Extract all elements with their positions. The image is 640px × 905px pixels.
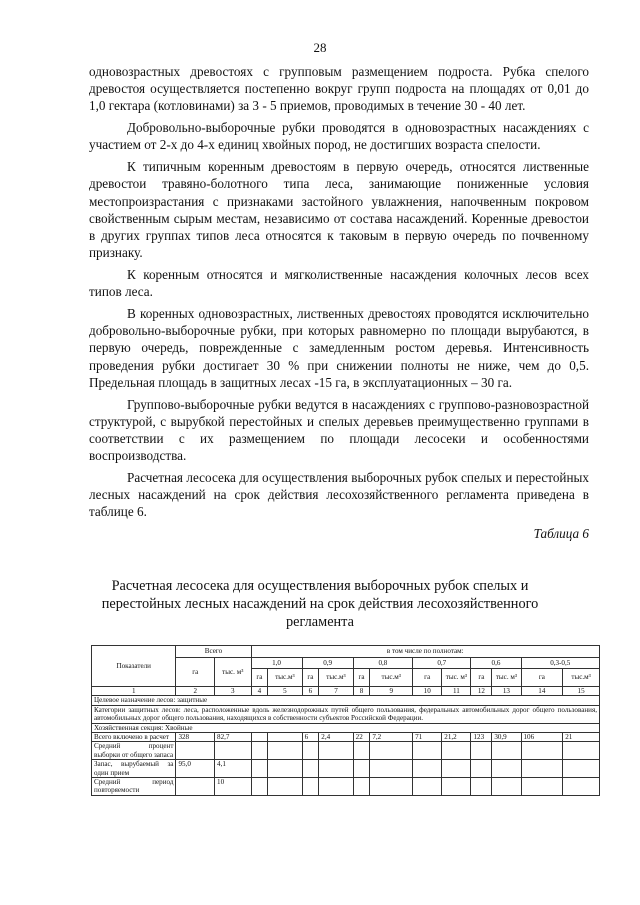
column-number: 12 bbox=[471, 687, 492, 696]
table-cell bbox=[353, 742, 370, 760]
density-header: 0,7 bbox=[413, 658, 471, 669]
density-header: 0,8 bbox=[353, 658, 412, 669]
column-number: 10 bbox=[413, 687, 442, 696]
paragraph: Группово-выборочные рубки ведутся в насаждениях с группово-разновозрастной структурой, с вырубкой перестойных и спелых деревьев преимущественно группами в соответствии с их размещением по площади лесосеки и особенностями воспроизводства. bbox=[89, 396, 589, 464]
table-cell bbox=[302, 742, 319, 760]
table-cell bbox=[563, 778, 600, 796]
col-header-indicators: Показатели bbox=[92, 646, 176, 687]
table-cell: 2,4 bbox=[319, 733, 353, 742]
table-cell bbox=[492, 760, 521, 778]
unit-m3: тыс.м³ bbox=[563, 669, 600, 687]
paragraph: В коренных одновозрастных, лиственных древостоях проводятся исключительно добровольно-выборочные рубки, при которых равномерно по площади вырубаются, в первую очередь, поврежденные с замедленным ростом деревья. Интенсивность проведения рубки достигает 30 % при снижении полноты не ниже, чем до 0,5. Предельная площадь в защитных лесах -15 га, в эксплуатационных – 30 га. bbox=[89, 306, 589, 390]
density-header: 0,3-0,5 bbox=[521, 658, 600, 669]
table-cell bbox=[413, 742, 442, 760]
table-cell: 22 bbox=[353, 733, 370, 742]
page-number: 28 bbox=[313, 40, 327, 55]
table-cell bbox=[413, 760, 442, 778]
table-cell bbox=[471, 760, 492, 778]
table-row bbox=[92, 778, 600, 796]
paragraph: одновозрастных древостоях с групповым размещением подроста. Рубка спелого древостоя осуществляется постепенно вокруг групп подроста на площадях от 0,01 до 1,0 гектара (котловинами) за 3 - 5 приемов, проводимых в течение 30 - 40 лет. bbox=[89, 64, 589, 114]
column-number: 2 bbox=[176, 687, 215, 696]
table-cell bbox=[268, 733, 302, 742]
col-header-ha: га bbox=[176, 658, 215, 687]
column-number-row bbox=[92, 687, 600, 696]
table-cell bbox=[413, 778, 442, 796]
body-text bbox=[89, 63, 589, 542]
table-cell bbox=[521, 778, 563, 796]
table-cell: 328 bbox=[176, 733, 215, 742]
unit-ha: га bbox=[413, 669, 442, 687]
unit-m3: тыс. м³ bbox=[492, 669, 521, 687]
section-cell: Хозяйственная секция: Хвойные bbox=[92, 723, 600, 732]
unit-m3: тыс.м³ bbox=[319, 669, 353, 687]
table-row bbox=[92, 733, 600, 742]
table-cell: 71 bbox=[413, 733, 442, 742]
table-cell bbox=[268, 778, 302, 796]
table-cell bbox=[176, 742, 215, 760]
table-cell bbox=[268, 760, 302, 778]
unit-ha: га bbox=[521, 669, 563, 687]
allowable-cut-table bbox=[91, 645, 600, 796]
column-number: 4 bbox=[251, 687, 268, 696]
column-number: 3 bbox=[215, 687, 251, 696]
purpose-cell: Целевое назначение лесов: защитные bbox=[92, 696, 600, 705]
table-cell bbox=[251, 733, 268, 742]
table-cell: 4,1 bbox=[215, 760, 251, 778]
table-cell bbox=[471, 778, 492, 796]
table-caption: Таблица 6 bbox=[533, 526, 589, 542]
table-cell bbox=[492, 778, 521, 796]
table-cell: 21 bbox=[563, 733, 600, 742]
table-cell bbox=[251, 760, 268, 778]
table-cell bbox=[492, 742, 521, 760]
col-header-by-density: в том числе по полнотам: bbox=[251, 646, 599, 658]
col-header-m3: тыс. м³ bbox=[215, 658, 251, 687]
table-cell bbox=[442, 760, 471, 778]
table-cell bbox=[268, 742, 302, 760]
column-number: 13 bbox=[492, 687, 521, 696]
row-label: Запас, вырубаемый за один прием bbox=[92, 760, 176, 778]
column-number: 1 bbox=[92, 687, 176, 696]
density-header: 0,6 bbox=[471, 658, 521, 669]
unit-ha: га bbox=[302, 669, 319, 687]
unit-m3: тыс. м³ bbox=[442, 669, 471, 687]
purpose-row bbox=[92, 696, 600, 705]
table-cell bbox=[370, 760, 413, 778]
column-number: 15 bbox=[563, 687, 600, 696]
unit-ha: га bbox=[353, 669, 370, 687]
column-number: 6 bbox=[302, 687, 319, 696]
column-number: 8 bbox=[353, 687, 370, 696]
table-cell bbox=[563, 742, 600, 760]
table-cell: 82,7 bbox=[215, 733, 251, 742]
row-label: Всего включено в расчет bbox=[92, 733, 176, 742]
table-cell bbox=[521, 760, 563, 778]
table-cell bbox=[302, 760, 319, 778]
table-title: Расчетная лесосека для осуществления выборочных рубок спелых и перестойных лесных насаждений на срок действия лесохозяйственного регламента bbox=[101, 578, 539, 630]
table-cell bbox=[176, 778, 215, 796]
density-header: 0,9 bbox=[302, 658, 353, 669]
unit-ha: га bbox=[471, 669, 492, 687]
table-cell bbox=[353, 778, 370, 796]
table-cell: 106 bbox=[521, 733, 563, 742]
table-row bbox=[92, 760, 600, 778]
column-number: 14 bbox=[521, 687, 563, 696]
unit-ha: га bbox=[251, 669, 268, 687]
row-label: Средний период повторяемости bbox=[92, 778, 176, 796]
density-header: 1,0 bbox=[251, 658, 302, 669]
paragraph: К типичным коренным древостоям в первую очередь, относятся лиственные древостои травяно-болотного типа леса, занимающие пониженные условия местопроизрастания с признаками застойного увлажнения, напочвенным покровом свойственным сырым местам, независимо от состава насаждений. Коренные древостои в других группах типов леса относятся к таковым в первую очередь по почвенному признаку. bbox=[89, 159, 589, 261]
table-cell: 7,2 bbox=[370, 733, 413, 742]
table-cell bbox=[251, 742, 268, 760]
paragraph: К коренным относятся и мягколиственные насаждения колочных лесов всех типов леса. bbox=[89, 267, 589, 300]
table-cell bbox=[251, 778, 268, 796]
table-cell: 123 bbox=[471, 733, 492, 742]
paragraph: Расчетная лесосека для осуществления выборочных рубок спелых и перестойных лесных насаждений на срок действия лесохозяйственного регламента приведена в таблице 6. bbox=[89, 470, 589, 520]
unit-m3: тыс.м³ bbox=[370, 669, 413, 687]
section-row bbox=[92, 723, 600, 732]
column-number: 11 bbox=[442, 687, 471, 696]
paragraph: Добровольно-выборочные рубки проводятся в одновозрастных насаждениях с участием от 2-х до 4-х единиц хвойных пород, не достигших возраста спелости. bbox=[89, 120, 589, 153]
table-cell bbox=[215, 742, 251, 760]
table-cell bbox=[370, 778, 413, 796]
unit-m3: тыс.м³ bbox=[268, 669, 302, 687]
table-cell bbox=[370, 742, 413, 760]
column-number: 7 bbox=[319, 687, 353, 696]
table-cell bbox=[521, 742, 563, 760]
table-cell bbox=[442, 742, 471, 760]
category-row bbox=[92, 705, 600, 723]
table-row bbox=[92, 742, 600, 760]
col-header-total: Всего bbox=[176, 646, 251, 658]
table-cell: 6 bbox=[302, 733, 319, 742]
table-cell bbox=[353, 760, 370, 778]
table-cell: 30,9 bbox=[492, 733, 521, 742]
table-cell bbox=[471, 742, 492, 760]
table-cell: 21,2 bbox=[442, 733, 471, 742]
table-cell: 95,0 bbox=[176, 760, 215, 778]
table-cell bbox=[302, 778, 319, 796]
row-label: Средний процент выборки от общего запаса bbox=[92, 742, 176, 760]
category-cell: Категории защитных лесов: леса, расположенные вдоль железнодорожных путей общего пользования, федеральных автомобильных дорог общего пользования, автомобильных дорог общего пользования, находящихся в собственности субъектов Российской Федерации. bbox=[92, 705, 600, 723]
table-cell bbox=[319, 778, 353, 796]
column-number: 5 bbox=[268, 687, 302, 696]
table-cell: 10 bbox=[215, 778, 251, 796]
table-cell bbox=[563, 760, 600, 778]
table-cell bbox=[319, 760, 353, 778]
column-number: 9 bbox=[370, 687, 413, 696]
table-cell bbox=[442, 778, 471, 796]
header-row-1 bbox=[92, 646, 600, 658]
table-cell bbox=[319, 742, 353, 760]
